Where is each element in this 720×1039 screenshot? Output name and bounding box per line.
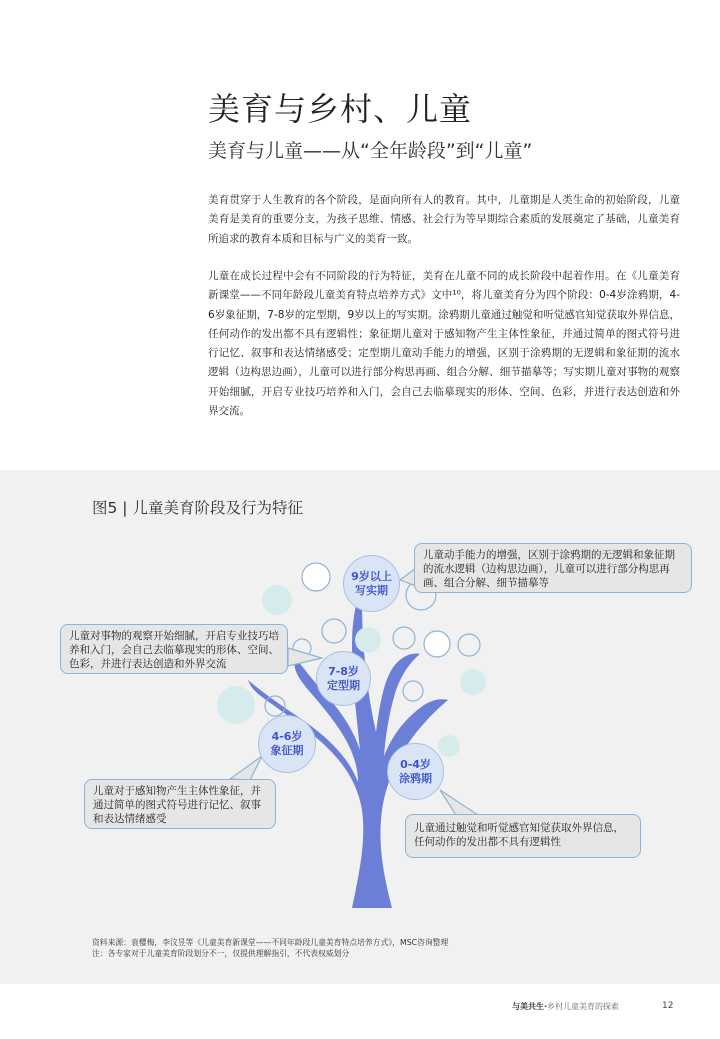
figure-source	[92, 937, 448, 959]
callout-4-6: 儿童对于感知物产生主体性象征，并通过简单的图式符号进行记忆、叙事和表达情绪感受	[84, 779, 276, 829]
footer-subtitle: 乡村儿童美育的探索	[547, 1002, 620, 1011]
callout-0-4: 儿童通过触觉和听觉感官知觉获取外界信息，任何动作的发出都不具有逻辑性	[405, 814, 641, 858]
callout-9-plus: 儿童动手能力的增强，区别于涂鸦期的无逻辑和象征期的流水逻辑（边构思边画），儿童可以进行部分构思再画、组合分解、细节描摹等	[414, 543, 692, 593]
bubble	[424, 631, 450, 657]
page-number: 12	[662, 1001, 674, 1011]
footer-brand: 与美共生·	[512, 1002, 548, 1011]
stage-circle-4-6	[258, 715, 316, 773]
source-note: 注：各专家对于儿童美育阶段划分不一，仅提供理解指引，不代表权威划分	[92, 949, 350, 958]
footer-divider	[0, 983, 720, 984]
bubble	[322, 619, 346, 643]
callout-pointer	[230, 756, 262, 780]
bubble	[262, 585, 292, 615]
bubble	[403, 681, 423, 701]
bubble	[393, 627, 415, 649]
stage-name: 定型期	[327, 678, 360, 692]
bubble	[460, 669, 486, 695]
stage-age: 9岁以上	[351, 569, 392, 583]
figure-title: 图5 | 儿童美育阶段及行为特征	[92, 499, 303, 517]
bubble	[438, 735, 460, 757]
callout-pointer	[288, 648, 322, 666]
body-paragraph-2: 儿童在成长过程中会有不同阶段的行为特征，美育在儿童不同的成长阶段中起着作用。在《儿童美育新课堂——不同年龄段儿童美育特点培养方式》文中¹⁰，将儿童美育分为四个阶段：0-4岁涂鸦期，4-6岁象征期，7-8岁的定型期，9岁以上的写实期。涂鸦期儿童通过触觉和听觉感官知觉获取外界信息，任何动作的发出都不具有逻辑性；象征期儿童对于感知物产生主体性象征，并通过简单的图式符号进行记忆、叙事和表达情绪感受；定型期儿童动手能力的增强，区别于涂鸦期的无逻辑和象征期的流水逻辑（边构思边画），儿童可以进行部分构思再画、组合分解、细节描摹等；写实期儿童对事物的观察开始细腻，开启专业技巧培养和入门，会自己去临摹现实的形体、空间、色彩，并进行表达创造和外界交流。	[208, 270, 680, 418]
stage-age: 7-8岁	[328, 664, 359, 678]
page-title: 美育与乡村、儿童	[208, 90, 473, 128]
stage-circle-0-4	[387, 743, 444, 800]
stage-age: 4-6岁	[271, 730, 303, 743]
stage-name: 涂鸦期	[399, 771, 432, 785]
stage-name: 写实期	[355, 583, 388, 597]
bubble	[302, 563, 330, 591]
source-line: 资料来源：袁樱梅，李汶昱等《儿童美育新课堂——不同年龄段儿童美育特点培养方式》，MSC咨询整理	[92, 938, 449, 947]
stage-circle-9-plus	[343, 555, 400, 612]
bubble	[217, 686, 255, 724]
stage-name: 象征期	[270, 744, 304, 757]
page-subtitle: 美育与儿童——从“全年龄段”到“儿童”	[208, 140, 533, 162]
callout-7-8: 儿童对事物的观察开始细腻，开启专业技巧培养和入门，会自己去临摹现实的形体、空间、色彩，并进行表达创造和外界交流	[60, 624, 288, 674]
stage-circle-7-8	[316, 651, 371, 706]
footer-text	[512, 1001, 619, 1012]
body-paragraph-1: 美育贯穿于人生教育的各个阶段，是面向所有人的教育。其中，儿童期是人类生命的初始阶段，儿童美育是美育的重要分支，为孩子思维、情感、社会行为等早期综合素质的发展奠定了基础，儿童美育所追求的教育本质和目标与广义的美育一致。	[208, 194, 680, 245]
callout-pointer	[440, 790, 478, 815]
stage-age: 0-4岁	[400, 757, 431, 771]
bubble	[458, 634, 480, 656]
bubble	[355, 627, 381, 653]
